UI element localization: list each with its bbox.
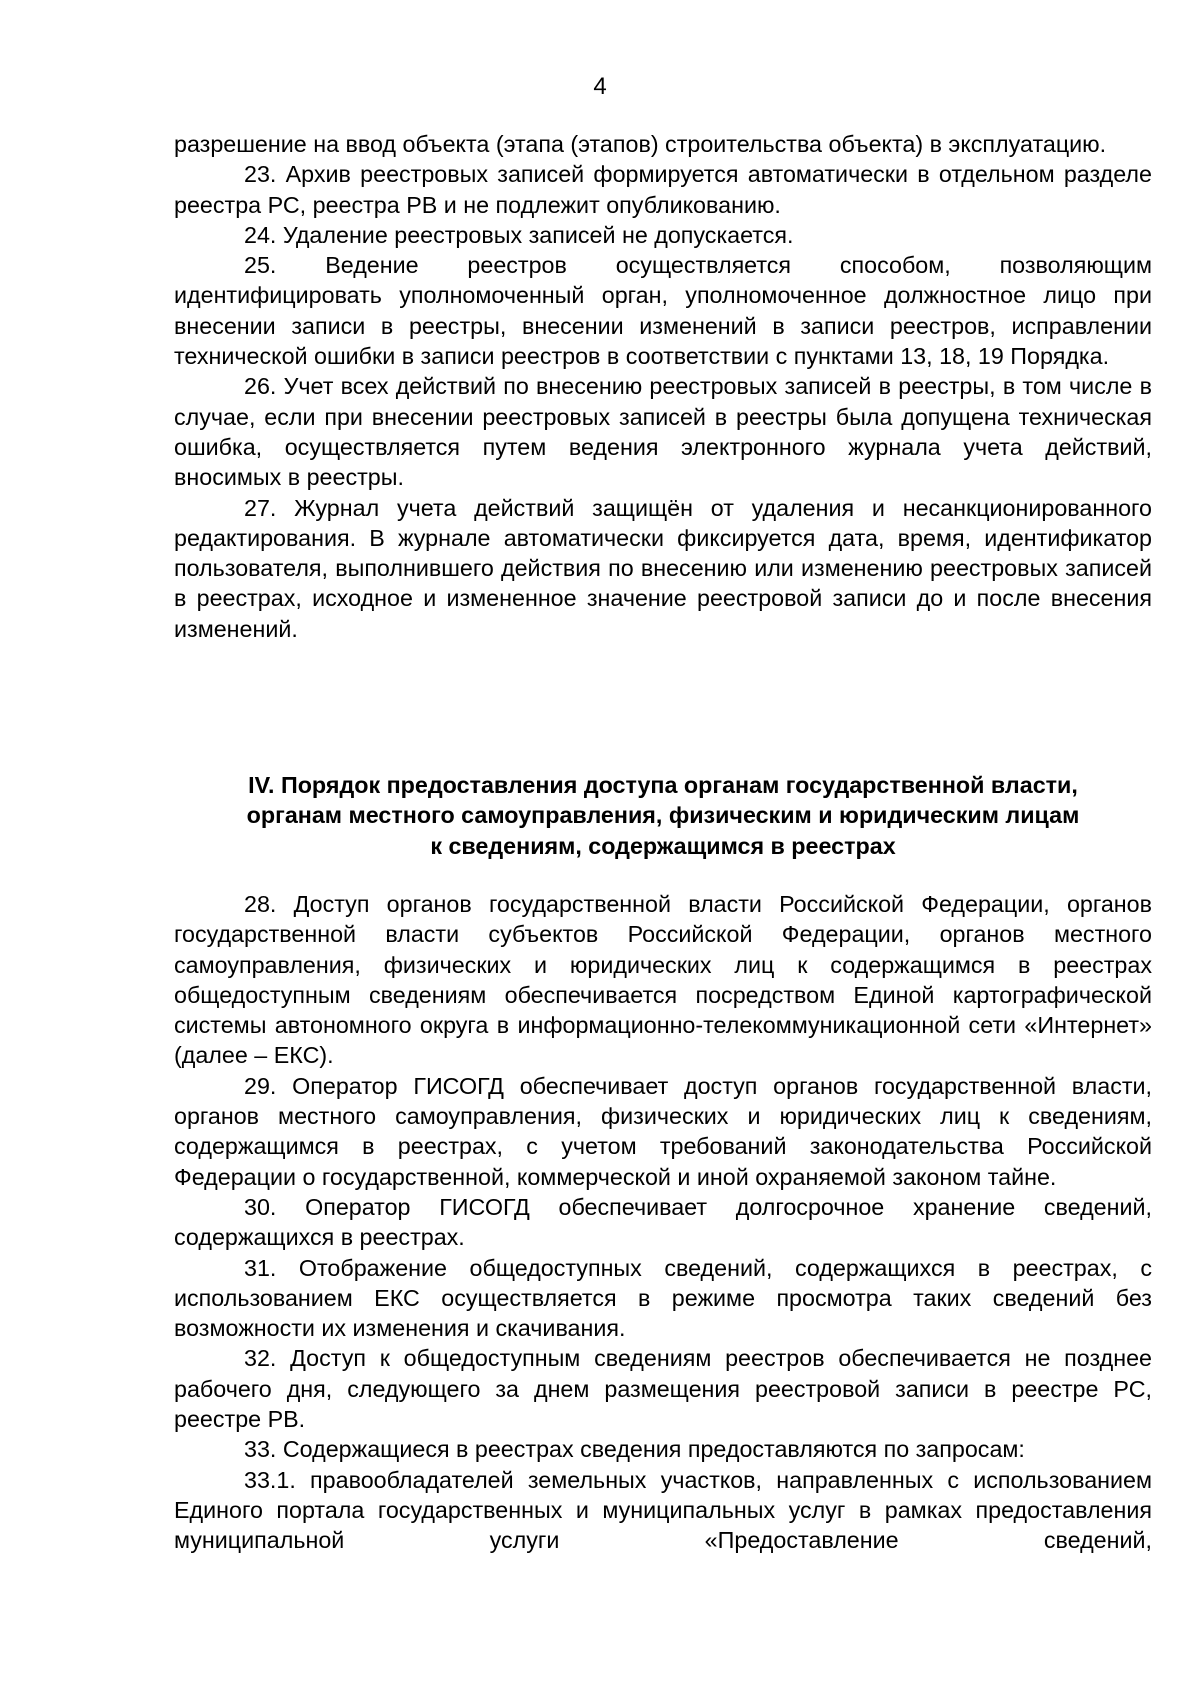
paragraph-23: 23. Архив реестровых записей формируется автоматически в отдельном разделе реестра РС, реестра РВ и не подлежит опубликованию. (174, 161, 1152, 218)
paragraph-24: 24. Удаление реестровых записей не допускается. (244, 221, 794, 248)
paragraph-30: 30. Оператор ГИСОГД обеспечивает долгосрочное хранение сведений, содержащихся в реестрах. (174, 1193, 1152, 1251)
paragraph-32: 32. Доступ к общедоступным сведениям реестров обеспечивается не позднее рабочего дня, следующего за днем размещения реестровой записи в реестре РС, реестре РВ. (174, 1345, 1152, 1433)
paragraph-28: 28. Доступ органов государственной власти Российской Федерации, органов государственной власти субъектов Российской Федерации, органов местного самоуправления, физических и юридических лиц к содержащимся в реестрах общедоступным сведениям обеспечивается посредством Единой картографической системы автономного округа в информационно-телекоммуникационной сети «Интернет» (далее – ЕКС). (174, 891, 1152, 1069)
paragraph-31: 31. Отображение общедоступных сведений, содержащихся в реестрах, с использованием ЕКС осуществляется в режиме просмотра таких сведений без возможности их изменения и скачивания. (174, 1254, 1152, 1342)
paragraph-33: 33. Содержащиеся в реестрах сведения предоставляются по запросам: (244, 1436, 1025, 1463)
section-heading (174, 770, 1152, 861)
paragraphs-bottom (174, 889, 1152, 1556)
paragraph-33-1: 33.1. правообладателей земельных участков, направленных с использованием Единого портала государственных и муниципальных услуг в рамках предоставления муниципальной услуги «Предоставление сведений, (174, 1466, 1152, 1554)
paragraph-continuation: разрешение на ввод объекта (этапа (этапов) строительства объекта) в эксплуатацию. (174, 131, 1107, 157)
section-heading-line: к сведениям, содержащимся в реестрах (430, 832, 896, 859)
paragraph-25: 25. Ведение реестров осуществляется способом, позволяющим идентифицировать уполномоченный орган, уполномоченное должностное лицо при внесении записи в реестры, внесении изменений в записи реестров, исправлении технической ошибки в записи реестров в соответствии с пунктами 13, 18, 19 Порядка. (174, 252, 1152, 370)
section-heading-line: органам местного самоуправления, физическим и юридическим лицам (246, 802, 1080, 829)
paragraph-27: 27. Журнал учета действий защищён от удаления и несанкционированного редактирования. В журнале автоматически фиксируется дата, время, идентификатор пользователя, выполнившего действия по внесению или изменению реестровых записей в реестрах, исходное и измененное значение реестровой записи до и после внесения изменений. (174, 494, 1152, 642)
paragraph-26: 26. Учет всех действий по внесению реестровых записей в реестры, в том числе в случае, если при внесении реестровых записей в реестры была допущена техническая ошибка, осуществляется путем ведения электронного журнала учета действий, вносимых в реестры. (174, 373, 1152, 491)
section-heading-line: IV. Порядок предоставления доступа органам государственной власти, (248, 772, 1078, 798)
paragraphs-top (174, 129, 1152, 644)
paragraph-29: 29. Оператор ГИСОГД обеспечивает доступ органов государственной власти, органов местного самоуправления, физических и юридических лиц к сведениям, содержащимся в реестрах, с учетом требований законодательства Российской Федерации о государственной, коммерческой и иной охраняемой законом тайне. (174, 1072, 1152, 1190)
page-number: 4 (593, 73, 607, 100)
